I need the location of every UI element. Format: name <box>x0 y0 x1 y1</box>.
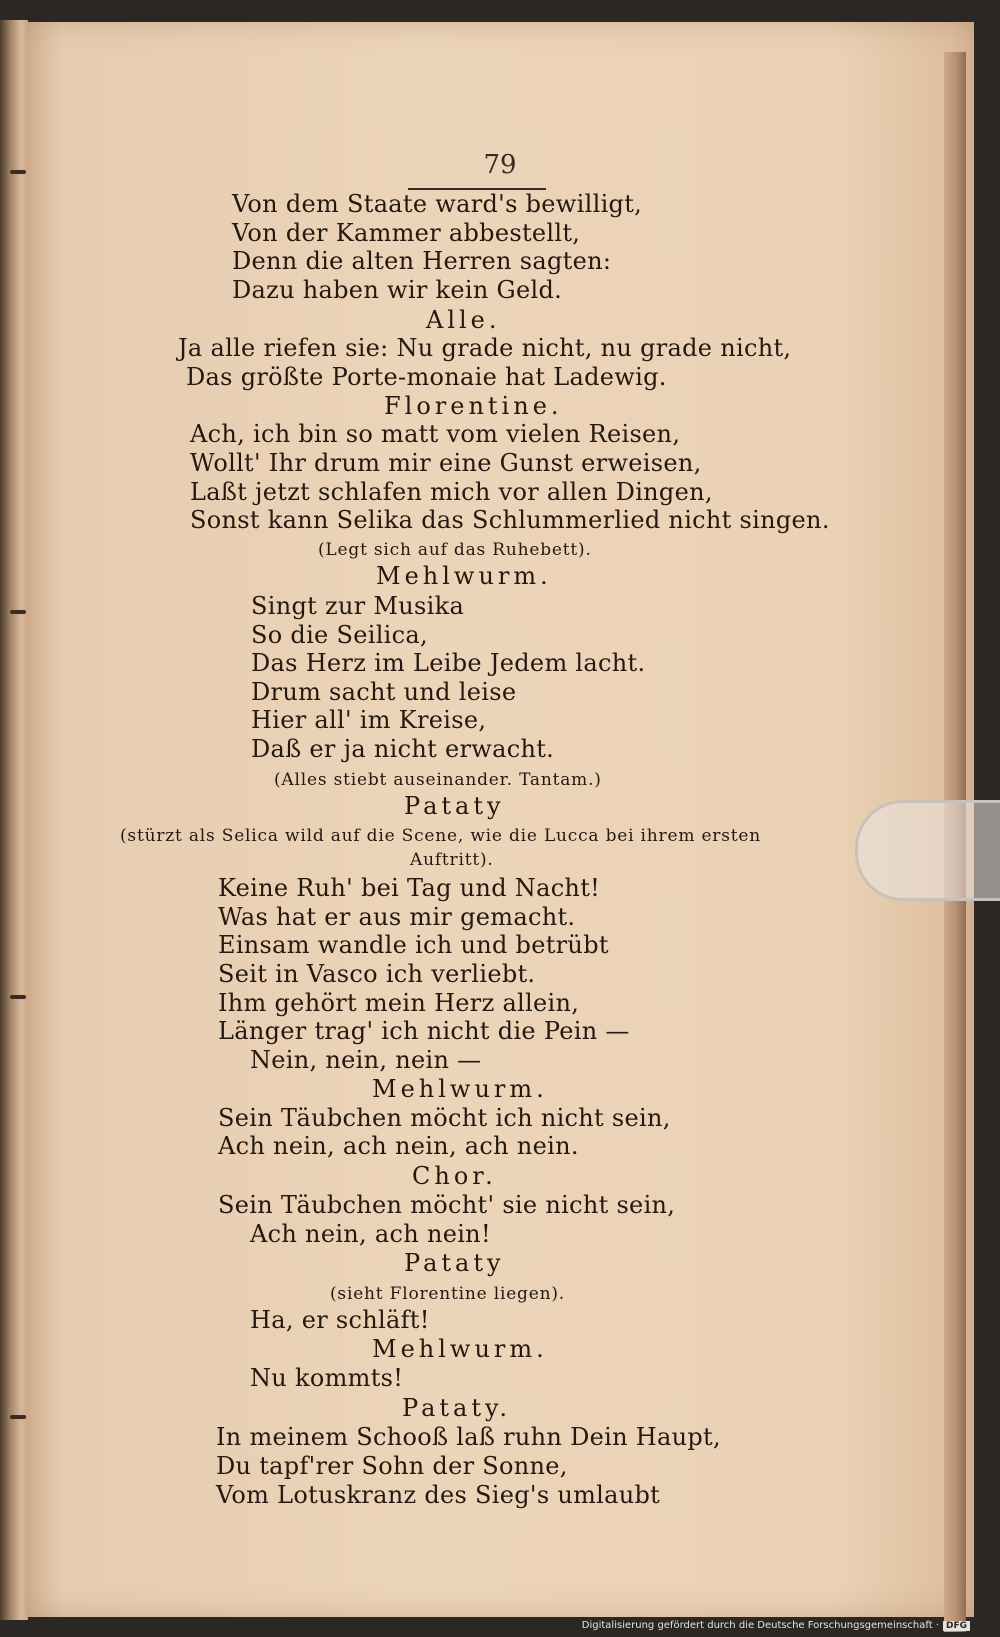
speaker-name: Pataty <box>404 1249 505 1277</box>
verse-line: Drum sacht und leise <box>251 678 517 706</box>
verse-line: Ach nein, ach nein! <box>250 1220 491 1248</box>
verse-line: Singt zur Musika <box>251 592 465 620</box>
stage-direction: (Alles stiebt auseinander. Tantam.) <box>274 770 602 790</box>
speaker-name: Pataty <box>404 792 505 820</box>
verse-line: Von dem Staate ward's bewilligt, <box>232 190 643 218</box>
verse-line: Nu kommts! <box>250 1364 404 1392</box>
verse-line: Sein Täubchen möcht' sie nicht sein, <box>218 1191 676 1219</box>
verse-line: Laßt jetzt schlafen mich vor allen Dingen, <box>190 478 713 506</box>
verse-line: Seit in Vasco ich verliebt. <box>218 960 536 988</box>
verse-line: Dazu haben wir kein Geld. <box>232 276 563 304</box>
speaker-name: Alle. <box>426 306 501 334</box>
speaker-name: Chor. <box>412 1162 497 1190</box>
dfg-logo: DFG <box>943 1621 970 1631</box>
verse-line: Länger trag' ich nicht die Pein — <box>218 1017 630 1045</box>
verse-line: In meinem Schooß laß ruhn Dein Haupt, <box>216 1423 721 1451</box>
book-page <box>26 22 974 1617</box>
verse-line: Daß er ja nicht erwacht. <box>251 735 555 763</box>
speaker-name: Mehlwurm. <box>376 562 552 590</box>
stage-direction: (sieht Florentine liegen). <box>330 1284 565 1304</box>
stage-direction: (Legt sich auf das Ruhebett). <box>318 540 592 560</box>
speaker-name: Mehlwurm. <box>372 1075 548 1103</box>
verse-line: So die Seilica, <box>251 621 428 649</box>
speaker-name: Florentine. <box>384 392 563 420</box>
verse-line: Hier all' im Kreise, <box>251 706 487 734</box>
funding-credit-text: Digitalisierung gefördert durch die Deutsche Forschungsgemeinschaft · <box>581 1620 939 1631</box>
stage-direction: (stürzt als Selica wild auf die Scene, wie die Lucca bei ihrem ersten <box>120 826 762 846</box>
stage-direction: Auftritt). <box>410 850 494 870</box>
binding-thread-mark <box>10 610 26 614</box>
verse-line: Ach nein, ach nein, ach nein. <box>218 1132 579 1160</box>
page-clip-tab <box>855 800 1000 901</box>
verse-line: Denn die alten Herren sagten: <box>232 247 612 275</box>
book-spine-edge <box>0 20 28 1620</box>
binding-thread-mark <box>10 1415 26 1419</box>
verse-line: Das Herz im Leibe Jedem lacht. <box>251 649 646 677</box>
verse-line: Einsam wandle ich und betrübt <box>218 931 609 959</box>
verse-line: Vom Lotuskranz des Sieg's umlaubt <box>216 1481 661 1509</box>
verse-line: Du tapf'rer Sohn der Sonne, <box>216 1452 568 1480</box>
verse-line: Sonst kann Selika das Schlummerlied nicht singen. <box>190 506 830 534</box>
verse-line: Das größte Porte-monaie hat Ladewig. <box>186 363 667 391</box>
verse-line: Sein Täubchen möcht ich nicht sein, <box>218 1104 671 1132</box>
verse-line: Ja alle riefen sie: Nu grade nicht, nu grade nicht, <box>178 334 792 362</box>
verse-line: Was hat er aus mir gemacht. <box>218 903 576 931</box>
verse-line: Ach, ich bin so matt vom vielen Reisen, <box>190 420 681 448</box>
binding-thread-mark <box>10 170 26 174</box>
verse-line: Nein, nein, nein — <box>250 1046 482 1074</box>
verse-line: Keine Ruh' bei Tag und Nacht! <box>218 874 601 902</box>
verse-line: Wollt' Ihr drum mir eine Gunst erweisen, <box>190 449 702 477</box>
verse-line: Ha, er schläft! <box>250 1306 430 1334</box>
verse-line: Ihm gehört mein Herz allein, <box>218 989 580 1017</box>
funding-credit <box>582 1620 970 1631</box>
page-number: 79 <box>483 150 517 180</box>
binding-thread-mark <box>10 995 26 999</box>
speaker-name: Mehlwurm. <box>372 1335 548 1363</box>
verse-line: Von der Kammer abbestellt, <box>232 219 581 247</box>
speaker-name: Pataty. <box>402 1394 511 1422</box>
